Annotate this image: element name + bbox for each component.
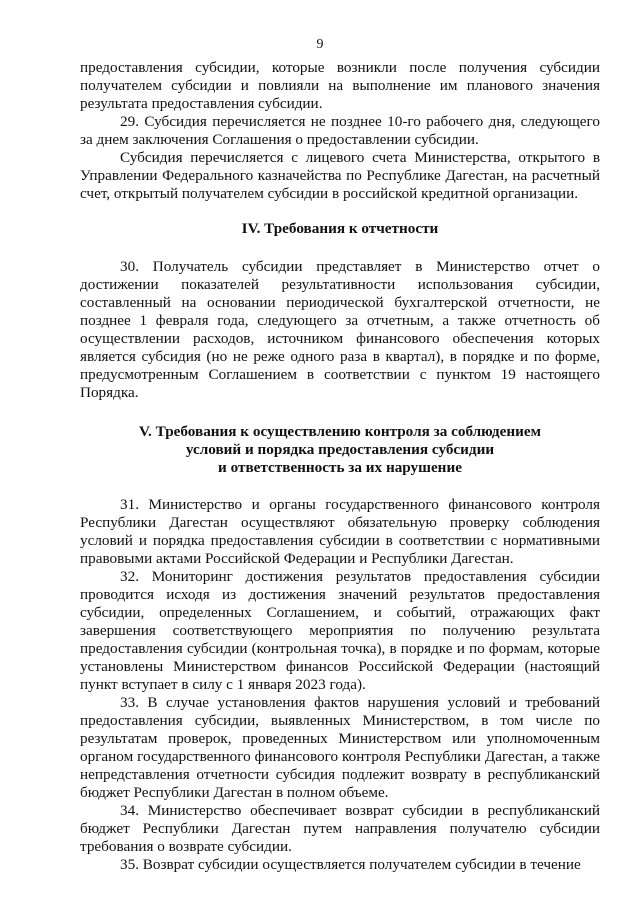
paragraph-31: 31. Министерство и органы государственного финансового контроля Республики Дагестан осуществляют обязательную проверку соблюдения условий и порядка предоставления субсидии в соответствии с нормативными правовыми актами Российской Федерации и Республики Дагестан.: [80, 496, 600, 567]
section-heading-control-line-2: условий и порядка предоставления субсидии: [185, 441, 495, 458]
paragraph-35: 35. Возврат субсидии осуществляется получателем субсидии в течение: [120, 856, 581, 873]
paragraph-33: 33. В случае установления фактов нарушения условий и требований предоставления субсидии, выявленных Министерством, в том числе по результатам проверок, проведенных Министерством или уполномоченным органом государственного финансового контроля Республики Дагестан, а также непредставления отчетности субсидия подлежит возврату в республиканский бюджет Республики Дагестан в полном объеме.: [80, 694, 600, 801]
section-heading-reporting: IV. Требования к отчетности: [241, 220, 439, 237]
paragraph-continuation: предоставления субсидии, которые возникли после получения субсидии получателем субсидии и повлияли на выполнение им планового значения результата предоставления субсидии.: [80, 59, 600, 112]
section-heading-control-line-1: V. Требования к осуществлению контроля за соблюдением: [139, 423, 541, 440]
paragraph-34: 34. Министерство обеспечивает возврат субсидии в республиканский бюджет Республики Дагестан путем направления получателю субсидии требования о возврате субсидии.: [80, 802, 600, 855]
paragraph-29: 29. Субсидия перечисляется не позднее 10-го рабочего дня, следующего за днем заключения Соглашения о предоставлении субсидии.: [80, 113, 600, 148]
page-number: 9: [316, 37, 324, 52]
paragraph-32: 32. Мониторинг достижения результатов предоставления субсидии проводится исходя из достижения значений результатов предоставления субсидии, определенных Соглашением, и событий, отражающих факт завершения соответствующего мероприятия по получению результата предоставления субсидии (контрольная точка), в порядке и по формам, которые установлены Министерством финансов Российской Федерации (настоящий пункт вступает в силу с 1 января 2023 года).: [80, 568, 600, 693]
document-body: [80, 59, 600, 874]
section-heading-control-line-3: и ответственность за их нарушение: [218, 459, 462, 476]
paragraph-30: 30. Получатель субсидии представляет в Министерство отчет о достижении показателей результативности использования субсидии, составленный на основании периодической бухгалтерской отчетности, не позднее 1 февраля года, следующего за отчетным, а также отчетность об осуществлении расходов, источником финансового обеспечения которых является субсидия (но не реже одного раза в квартал), в порядке и по форме, предусмотренным Соглашением в соответствии с пунктом 19 настоящего Порядка.: [80, 258, 600, 401]
section-heading-control: [80, 423, 600, 477]
paragraph-29-transfer: Субсидия перечисляется с лицевого счета Министерства, открытого в Управлении Федерального казначейства по Республике Дагестан, на расчетный счет, открытый получателем субсидии в российской кредитной организации.: [80, 149, 600, 202]
